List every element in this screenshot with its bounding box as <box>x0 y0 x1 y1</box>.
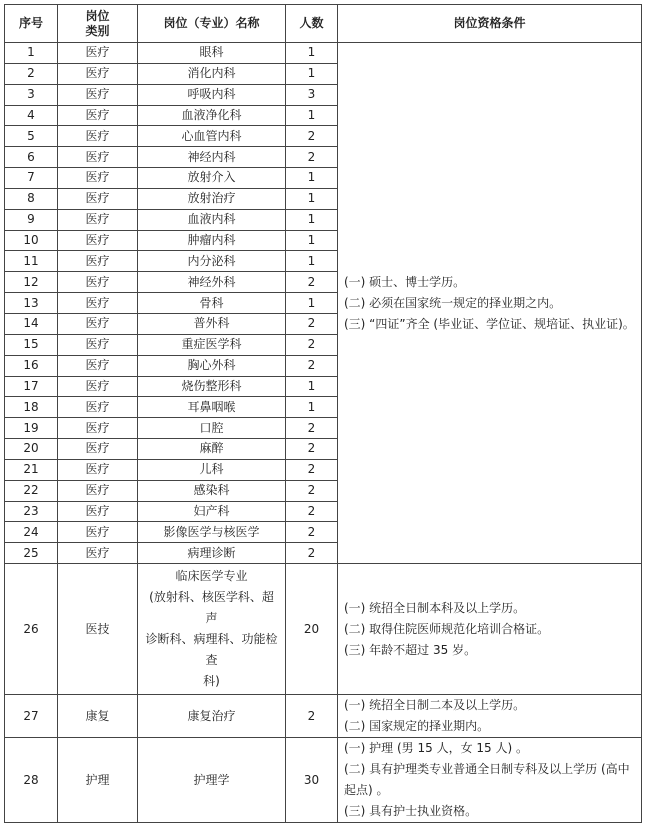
cell-no: 18 <box>5 397 58 418</box>
cell-position-name: 放射介入 <box>138 168 286 189</box>
position-name-line: 临床医学专业 <box>175 569 248 584</box>
requirement-line: (二) 必须在国家统一规定的择业期之内。 <box>344 295 562 310</box>
cell-position-name: 神经内科 <box>138 147 286 168</box>
table-row <box>5 738 642 823</box>
cell-category: 医疗 <box>58 251 138 272</box>
cell-count: 1 <box>286 188 338 209</box>
cell-no: 11 <box>5 251 58 272</box>
cell-position-name <box>138 564 286 695</box>
cell-no: 10 <box>5 230 58 251</box>
cell-category: 医疗 <box>58 209 138 230</box>
cell-position-name: 胸心外科 <box>138 355 286 376</box>
requirement-line: (一) 硕士、博士学历。 <box>344 274 466 289</box>
requirement-line: (三) “四证”齐全 (毕业证、学位证、规培证、执业证)。 <box>344 316 635 331</box>
cell-requirements-medical <box>338 43 642 564</box>
cell-position-name: 肿瘤内科 <box>138 230 286 251</box>
cell-no: 22 <box>5 480 58 501</box>
cell-no: 4 <box>5 105 58 126</box>
cell-category: 医疗 <box>58 105 138 126</box>
requirement-line: (二) 国家规定的择业期内。 <box>344 719 490 734</box>
cell-category: 医疗 <box>58 355 138 376</box>
cell-count: 20 <box>286 564 338 695</box>
requirement-line: (二) 取得住院医师规范化培训合格证。 <box>344 621 550 636</box>
cell-requirements <box>338 695 642 738</box>
header-row <box>5 5 642 43</box>
cell-position-name: 口腔 <box>138 418 286 439</box>
header-position-name: 岗位（专业）名称 <box>138 5 286 43</box>
cell-count: 1 <box>286 397 338 418</box>
requirement-line: (一) 护理 (男 15 人，女 15 人) 。 <box>344 741 528 756</box>
cell-position-name: 放射治疗 <box>138 188 286 209</box>
position-name-line: 科) <box>203 674 220 689</box>
cell-count: 2 <box>286 695 338 738</box>
table-row <box>5 564 642 695</box>
cell-category: 医疗 <box>58 522 138 543</box>
requirement-line: (三) 年龄不超过 35 岁。 <box>344 642 477 657</box>
cell-count: 1 <box>286 251 338 272</box>
cell-no: 5 <box>5 126 58 147</box>
table-row <box>5 43 642 64</box>
cell-no: 15 <box>5 334 58 355</box>
cell-count: 1 <box>286 43 338 64</box>
table-row <box>5 695 642 738</box>
cell-category: 医疗 <box>58 397 138 418</box>
cell-count: 1 <box>286 293 338 314</box>
requirement-line: (三) 具有护士执业资格。 <box>344 804 478 819</box>
requirement-line: (二) 具有护理类专业普通全日制专科及以上学历 (高中 <box>344 762 630 777</box>
cell-count: 2 <box>286 439 338 460</box>
cell-no: 13 <box>5 293 58 314</box>
cell-position-name: 骨科 <box>138 293 286 314</box>
header-count: 人数 <box>286 5 338 43</box>
cell-category: 医疗 <box>58 43 138 64</box>
requirement-line: (一) 统招全日制本科及以上学历。 <box>344 600 526 615</box>
cell-count: 1 <box>286 376 338 397</box>
cell-count: 2 <box>286 334 338 355</box>
cell-position-name: 感染科 <box>138 480 286 501</box>
cell-position-name: 普外科 <box>138 313 286 334</box>
cell-no: 3 <box>5 84 58 105</box>
cell-category: 医疗 <box>58 147 138 168</box>
cell-category: 医疗 <box>58 293 138 314</box>
cell-category: 医疗 <box>58 63 138 84</box>
cell-position-name: 重症医学科 <box>138 334 286 355</box>
cell-no: 7 <box>5 168 58 189</box>
cell-no: 20 <box>5 439 58 460</box>
cell-category: 医疗 <box>58 439 138 460</box>
cell-category: 医疗 <box>58 313 138 334</box>
cell-position-name: 神经外科 <box>138 272 286 293</box>
cell-count: 1 <box>286 209 338 230</box>
cell-count: 2 <box>286 418 338 439</box>
cell-position-name: 康复治疗 <box>138 695 286 738</box>
cell-category: 医技 <box>58 564 138 695</box>
cell-no: 6 <box>5 147 58 168</box>
cell-position-name: 麻醉 <box>138 439 286 460</box>
cell-position-name: 心血管内科 <box>138 126 286 147</box>
cell-category: 医疗 <box>58 459 138 480</box>
cell-no: 14 <box>5 313 58 334</box>
cell-requirements <box>338 564 642 695</box>
cell-category: 医疗 <box>58 168 138 189</box>
cell-category: 医疗 <box>58 418 138 439</box>
cell-position-name: 病理诊断 <box>138 543 286 564</box>
header-requirements: 岗位资格条件 <box>338 5 642 43</box>
cell-category: 医疗 <box>58 543 138 564</box>
cell-no: 27 <box>5 695 58 738</box>
cell-count: 2 <box>286 501 338 522</box>
cell-category: 医疗 <box>58 126 138 147</box>
cell-count: 2 <box>286 543 338 564</box>
cell-position-name: 血液净化科 <box>138 105 286 126</box>
cell-position-name: 耳鼻咽喉 <box>138 397 286 418</box>
position-name-line: 诊断科、病理科、功能检查 <box>145 632 278 668</box>
cell-no: 19 <box>5 418 58 439</box>
cell-category: 医疗 <box>58 480 138 501</box>
cell-count: 1 <box>286 63 338 84</box>
cell-position-name: 呼吸内科 <box>138 84 286 105</box>
cell-position-name: 护理学 <box>138 738 286 823</box>
cell-position-name: 烧伤整形科 <box>138 376 286 397</box>
cell-position-name: 妇产科 <box>138 501 286 522</box>
position-name-line: (放射科、核医学科、超声 <box>149 590 274 626</box>
cell-count: 30 <box>286 738 338 823</box>
cell-requirements <box>338 738 642 823</box>
recruitment-table <box>4 4 642 823</box>
cell-count: 2 <box>286 272 338 293</box>
cell-count: 2 <box>286 313 338 334</box>
requirement-line: (一) 统招全日制二本及以上学历。 <box>344 698 526 713</box>
cell-no: 1 <box>5 43 58 64</box>
cell-category: 医疗 <box>58 376 138 397</box>
cell-category: 医疗 <box>58 84 138 105</box>
cell-no: 25 <box>5 543 58 564</box>
cell-no: 17 <box>5 376 58 397</box>
cell-count: 2 <box>286 147 338 168</box>
cell-category: 康复 <box>58 695 138 738</box>
cell-category: 护理 <box>58 738 138 823</box>
cell-count: 1 <box>286 105 338 126</box>
cell-position-name: 眼科 <box>138 43 286 64</box>
cell-position-name: 内分泌科 <box>138 251 286 272</box>
cell-count: 2 <box>286 459 338 480</box>
cell-no: 8 <box>5 188 58 209</box>
cell-category: 医疗 <box>58 272 138 293</box>
cell-category: 医疗 <box>58 334 138 355</box>
cell-no: 12 <box>5 272 58 293</box>
cell-count: 2 <box>286 355 338 376</box>
cell-count: 2 <box>286 522 338 543</box>
cell-count: 1 <box>286 168 338 189</box>
cell-position-name: 消化内科 <box>138 63 286 84</box>
cell-count: 3 <box>286 84 338 105</box>
cell-category: 医疗 <box>58 230 138 251</box>
cell-no: 24 <box>5 522 58 543</box>
cell-no: 23 <box>5 501 58 522</box>
cell-no: 28 <box>5 738 58 823</box>
cell-no: 9 <box>5 209 58 230</box>
cell-no: 26 <box>5 564 58 695</box>
cell-position-name: 儿科 <box>138 459 286 480</box>
requirement-line: 起点) 。 <box>344 783 389 798</box>
cell-category: 医疗 <box>58 188 138 209</box>
header-category: 岗位 类别 <box>58 5 138 43</box>
cell-count: 2 <box>286 126 338 147</box>
cell-count: 1 <box>286 230 338 251</box>
header-no: 序号 <box>5 5 58 43</box>
cell-no: 21 <box>5 459 58 480</box>
cell-category: 医疗 <box>58 501 138 522</box>
cell-count: 2 <box>286 480 338 501</box>
cell-no: 2 <box>5 63 58 84</box>
cell-position-name: 影像医学与核医学 <box>138 522 286 543</box>
cell-no: 16 <box>5 355 58 376</box>
cell-position-name: 血液内科 <box>138 209 286 230</box>
